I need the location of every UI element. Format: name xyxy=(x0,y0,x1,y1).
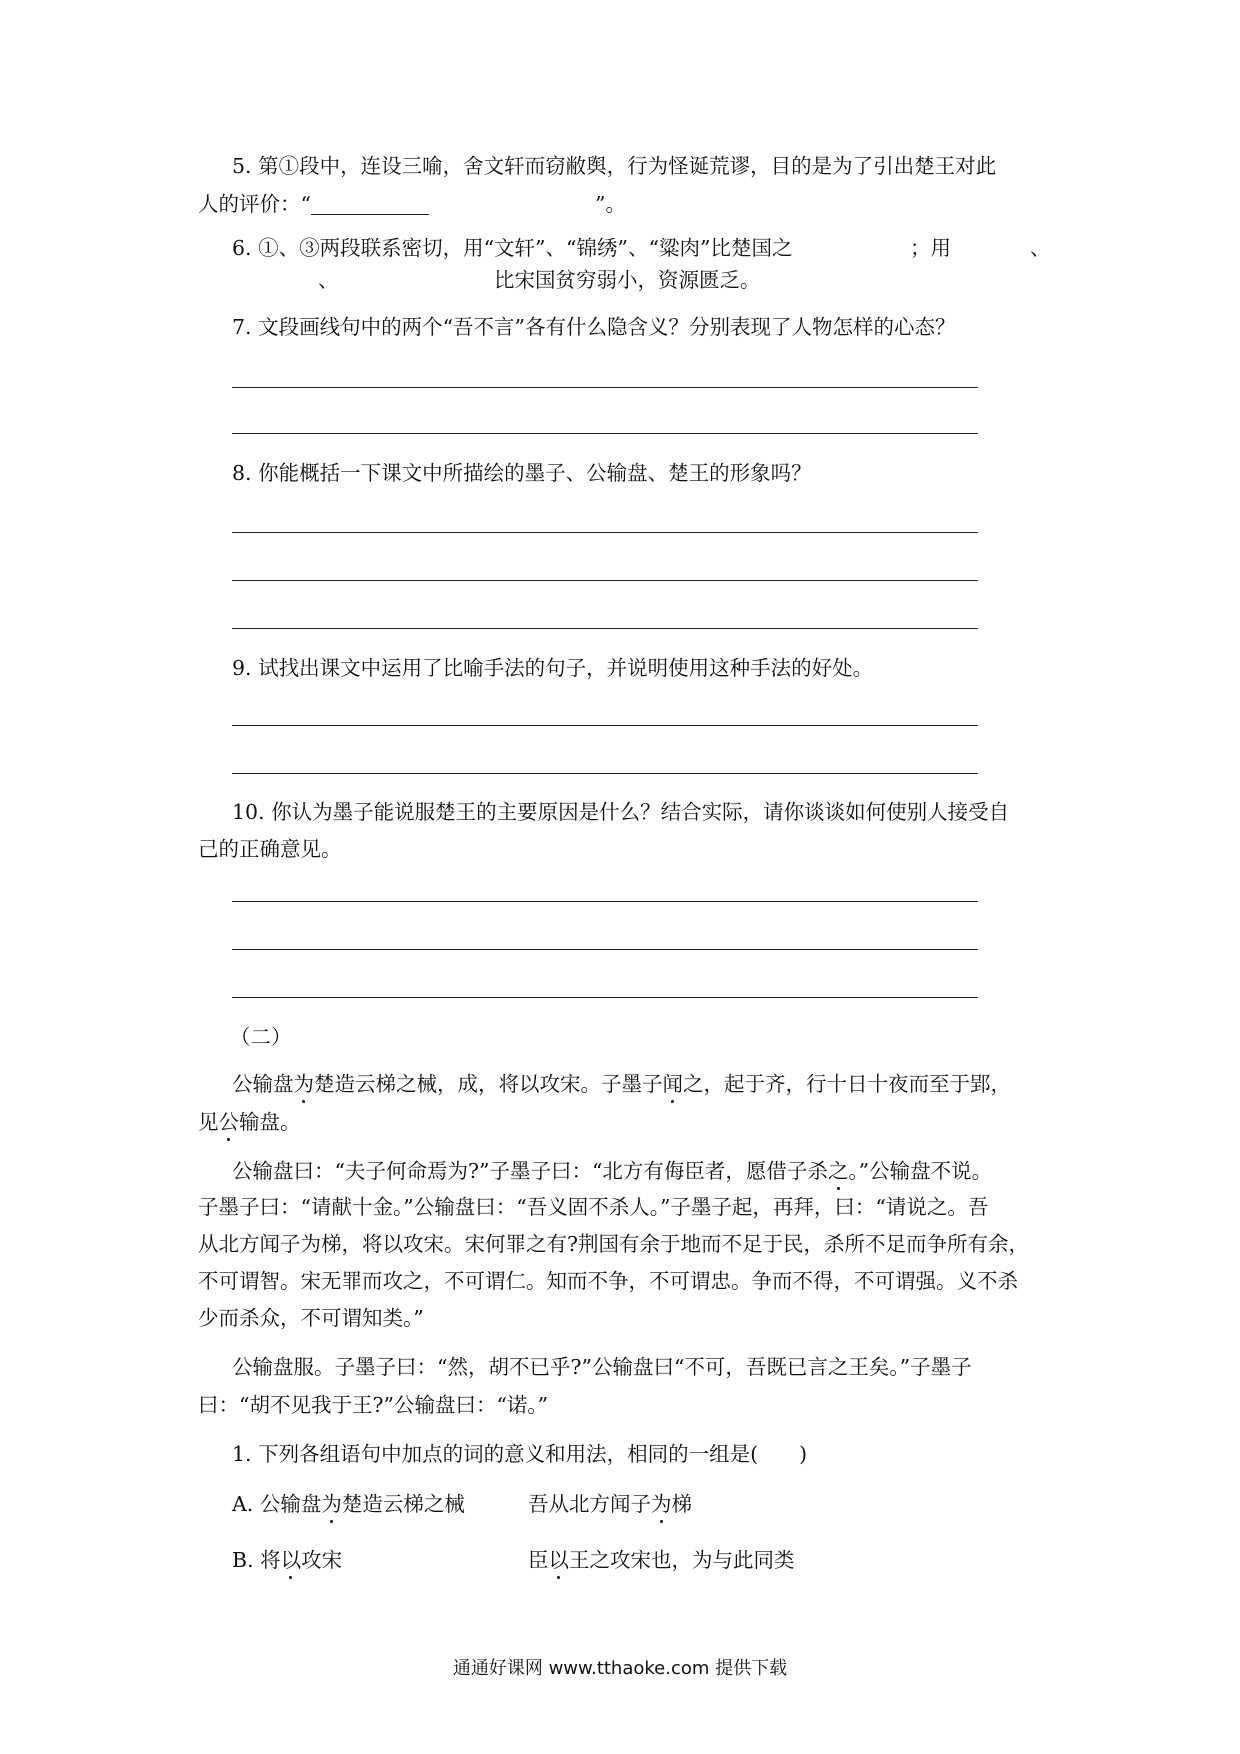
option-label: A. xyxy=(232,1492,260,1516)
text-run: 臣 xyxy=(528,1548,549,1572)
answer-line[interactable] xyxy=(232,387,978,388)
q5-suffix: ”。 xyxy=(594,192,626,216)
text-run: 输盘。 xyxy=(239,1110,301,1134)
dotted-char: 之 xyxy=(827,1159,849,1183)
q9-text: 9. 试找出课文中运用了比喻手法的句子，并说明使用这种手法的好处。 xyxy=(232,656,874,680)
mc-stem: 1. 下列各组语句中加点的词的意义和用法，相同的一组是( ) xyxy=(232,1442,808,1466)
q6-line2-b: 比宋国贫穷弱小，资源匮乏。 xyxy=(494,268,761,292)
dotted-char: 为 xyxy=(321,1492,342,1516)
option-b-right xyxy=(528,1546,795,1574)
q10-line1: 10. 你认为墨子能说服楚王的主要原因是什么？结合实际，请你谈谈如何使别人接受自 xyxy=(232,800,1010,824)
text-run: 。”公输盘不说。 xyxy=(848,1159,993,1183)
q7-text: 7. 文段画线句中的两个“吾不言”各有什么隐含义？分别表现了人物怎样的心态？ xyxy=(232,315,956,339)
text-run: 梯 xyxy=(671,1492,692,1516)
q5-line1: 5. 第①段中，连设三喻，舍文轩而窃敝舆，行为怪诞荒谬，目的是为了引出楚王对此 xyxy=(232,154,997,178)
text-run: 攻宋 xyxy=(301,1548,343,1572)
dotted-char: 以 xyxy=(548,1548,569,1572)
text-run: 将 xyxy=(260,1548,281,1572)
answer-line[interactable] xyxy=(232,773,978,774)
dotted-char: 为 xyxy=(651,1492,672,1516)
answer-line[interactable] xyxy=(232,433,978,434)
answer-line[interactable] xyxy=(232,725,978,726)
q5-answer-blank[interactable] xyxy=(311,194,429,215)
text-run: 公输盘曰：“夫子何命焉为?”子墨子曰：“北方有侮臣者，愿借子杀 xyxy=(232,1159,828,1183)
answer-line[interactable] xyxy=(232,949,978,950)
passage-p2-line1 xyxy=(232,1157,992,1185)
dotted-char: 闻 xyxy=(662,1072,683,1096)
answer-line[interactable] xyxy=(232,580,978,581)
page-footer: 通通好课网 www.tthaoke.com 提供下载 xyxy=(452,1658,788,1679)
text-run: 吾从北方闻子 xyxy=(528,1492,651,1516)
passage-p2-line5: 少而杀众，不可谓知类。” xyxy=(198,1306,424,1330)
text-run: 见 xyxy=(198,1110,219,1134)
text-run: 公输盘 xyxy=(232,1072,294,1096)
passage-p2-line2: 子墨子曰：“请献十金。”公输盘曰：“吾义固不杀人。”子墨子起，再拜，曰：“请说之。吾 xyxy=(198,1195,989,1219)
q6-line1-a: 6. ①、③两段联系密切，用“文轩”、“锦绣”、“粱肉”比楚国之 xyxy=(232,236,793,260)
passage-p3-line1: 公输盘服。子墨子曰：“然，胡不已乎?”公输盘曰“不可，吾既已言之王矣。”子墨子 xyxy=(232,1355,972,1379)
answer-line[interactable] xyxy=(232,901,978,902)
dotted-char: 公 xyxy=(218,1110,239,1134)
option-a-right xyxy=(528,1490,692,1518)
option-label: B. xyxy=(232,1548,261,1572)
q5-prefix: 人的评价：“ xyxy=(198,192,311,216)
q8-text: 8. 你能概括一下课文中所描绘的墨子、公输盘、楚王的形象吗？ xyxy=(232,461,812,485)
passage-p3-line2: 曰：“胡不见我于王?”公输盘曰：“诺。” xyxy=(198,1393,549,1417)
passage-p2-line4: 不可谓智。宋无罪而攻之，不可谓仁。知而不争，不可谓忠。争而不得，不可谓强。义不杀 xyxy=(198,1269,1018,1293)
dotted-char: 以 xyxy=(280,1548,302,1572)
text-run: 楚造云梯之械，成，将以攻宋。子墨子 xyxy=(314,1072,663,1096)
dotted-char: 为 xyxy=(293,1072,314,1096)
option-b-left[interactable] xyxy=(232,1546,342,1574)
q6-line1-b: ；用 xyxy=(910,236,951,260)
q5-line2 xyxy=(198,190,626,218)
text-run: 王之攻宋也，为与此同类 xyxy=(569,1548,795,1572)
text-run: 楚造云梯之械 xyxy=(341,1492,465,1516)
section-heading: （二） xyxy=(230,1025,292,1049)
answer-line[interactable] xyxy=(232,532,978,533)
q10-line2: 己的正确意见。 xyxy=(198,837,342,861)
text-run: 之，起于齐，行十日十夜而至于郢， xyxy=(683,1072,1011,1096)
q6-line2-a: 、 xyxy=(318,268,339,292)
option-a-left[interactable] xyxy=(232,1490,465,1518)
answer-line[interactable] xyxy=(232,997,978,998)
passage-p2-line3: 从北方闻子为梯，将以攻宋。宋何罪之有?荆国有余于地而不足于民，杀所不足而争所有余， xyxy=(198,1232,1029,1256)
q6-line1-c: 、 xyxy=(1030,236,1051,260)
text-run: 公输盘 xyxy=(259,1492,322,1516)
passage-p1-line2 xyxy=(198,1108,301,1136)
answer-line[interactable] xyxy=(232,628,978,629)
passage-p1-line1 xyxy=(232,1070,1011,1098)
